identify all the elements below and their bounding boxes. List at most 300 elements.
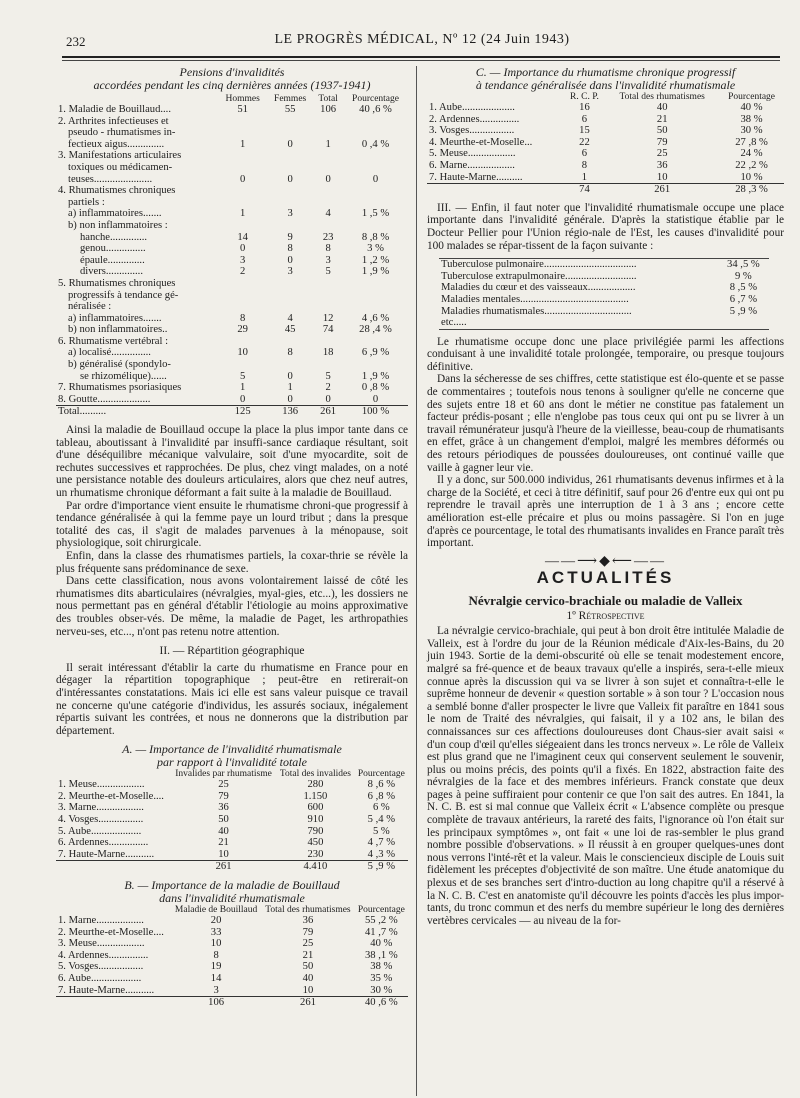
- table-cell: 2: [325, 382, 331, 394]
- row-label: hanche..............: [80, 231, 148, 243]
- paragraph: Ainsi la maladie de Bouillaud occupe la place la plus impor tante dans ce tableau, aboutissant à l'invalidité par insuffi-sance cardiaque résultant, soit d'une déséquilibre mécanique valvulaire, soit d'une myocardite, soit de rechutes successives et rapprochées. De plus, chez vingt malades, on a noté une persistance notable des douleurs articulaires, alors que chez neuf autres, un rhumatisme chronique déformant a fait suite à la maladie de Bouillaud.: [56, 424, 408, 499]
- table-cell: 10: [237, 347, 248, 359]
- table-cell: 1: [240, 138, 246, 150]
- table-row: [56, 139, 408, 151]
- table-cell: 0: [287, 393, 293, 405]
- header-rule: [62, 56, 780, 58]
- table-row: [56, 371, 408, 383]
- section-2-paragraph: Il serait intéressant d'établir la carte du rhumatisme en France pour en dégager la répartition topographique ; peut-être en retirerait-on d'intéressantes constatations. Mais ici elle est sans valeur puisque ce travail ne concerne qu'une catégorie d'individus, les assurés sociaux, inégalement répartis suivant les contrées, et nous ne donnerons que la distribution par département.: [56, 661, 408, 737]
- table-cell: 0: [240, 173, 246, 185]
- row-label: divers..............: [80, 266, 143, 278]
- table-row: [427, 172, 784, 184]
- total-cell: 261: [171, 861, 276, 873]
- table-cell: 600: [307, 802, 324, 814]
- table-cell: [343, 278, 408, 290]
- row-label: 2. Meurthe-et-Moselle....: [58, 790, 164, 802]
- cause-label: Maladies du cœur et des vaisseaux..................: [441, 282, 636, 294]
- table-row: [56, 185, 408, 197]
- table-cell: [218, 185, 267, 197]
- row-label: 5. Meuse..................: [429, 148, 516, 160]
- row-label: 2. Meurthe-et-Moselle....: [58, 926, 164, 938]
- table-cell: 10: [656, 171, 668, 183]
- table-cell: [343, 220, 408, 232]
- total-cell: 261: [261, 997, 354, 1009]
- cause-row: [439, 317, 769, 329]
- right-text-block: [427, 336, 784, 550]
- table-cell: 10: [218, 848, 229, 860]
- table-cell: [313, 150, 343, 162]
- paragraph: Dans cette classification, nous avons volontairement laissé de côté les rhumatismes dits abarticulaires (névralgies, myal-gies, etc...), les dossiers ne nous permettant pas en général d'établir l'étiologie au moins approximative des troubles obser-vés. De même, la maladie de Paget, les arthropathies nerveu-ses, etc..., n'ont pas retenu notre attention.: [56, 575, 408, 638]
- table-cell: 10 %: [740, 171, 763, 183]
- column-header: R. C. P.: [570, 92, 599, 102]
- table-cell: 40: [656, 102, 668, 113]
- table-row: [56, 243, 408, 255]
- row-label: a) localisé...............: [68, 347, 151, 359]
- table-c-title: C. — Importance du rhumatisme chronique progressif à tendance généralisée dans l'invalidité rhumatismale: [475, 65, 736, 92]
- article-title: Névralgie cervico-brachiale ou maladie de Valleix: [468, 592, 743, 608]
- table-cell: 22 ,2 %: [735, 159, 768, 171]
- table-cell: 8: [240, 312, 246, 324]
- row-label: toxiques ou médicamen-: [68, 161, 173, 173]
- table-cell: 3: [287, 266, 293, 278]
- row-label: 2. Ardennes...............: [429, 113, 520, 125]
- table-cell: 79: [302, 926, 314, 938]
- table-row: [56, 301, 408, 313]
- cause-row: [439, 306, 769, 318]
- table-cell: 0: [287, 254, 293, 266]
- table-cell: 0: [287, 370, 293, 382]
- table-cell: 1 ,9 %: [361, 266, 390, 278]
- right-column: [427, 66, 784, 927]
- row-label: a) inflammatoires.......: [68, 312, 162, 324]
- table-cell: 40: [218, 825, 229, 837]
- table-row: [56, 826, 408, 838]
- column-header: Hommes: [225, 94, 260, 104]
- table-cell: 6: [581, 113, 588, 125]
- table-cell: 8: [581, 159, 588, 171]
- page-number: 232: [66, 34, 86, 49]
- table-cell: 40 ,6 %: [359, 104, 392, 115]
- table-cell: 6 ,9 %: [361, 347, 390, 359]
- table-cell: 1: [240, 208, 246, 220]
- table-cell: 0 ,8 %: [361, 382, 390, 394]
- table-row: [56, 985, 408, 997]
- cause-label: Maladies mentales.........................................: [441, 293, 629, 305]
- row-label: 7. Haute-Marne...........: [58, 848, 155, 860]
- journal-title: LE PROGRÈS MÉDICAL, Nº 12 (24 Juin 1943): [274, 32, 570, 47]
- row-label: progressifs à tendance gé-: [68, 289, 179, 301]
- table-row: [427, 137, 784, 149]
- total-label: [56, 861, 171, 873]
- column-divider: [416, 66, 417, 1096]
- table-cell: [218, 220, 267, 232]
- row-label: 2. Arthrites infectieuses et: [58, 115, 169, 127]
- table-cell: 0: [240, 243, 246, 255]
- section-2-heading: II. — Répartition géographique: [159, 645, 305, 658]
- table-cell: [343, 127, 408, 139]
- table-row: [56, 837, 408, 849]
- table-row: [56, 232, 408, 244]
- table-cell: 6 ,8 %: [367, 790, 396, 802]
- table-cell: [218, 116, 267, 128]
- row-label: 6. Rhumatisme vertébral :: [58, 335, 169, 347]
- total-cell: 125: [218, 406, 267, 418]
- table-cell: 79: [656, 136, 668, 148]
- row-label: 1. Maladie de Bouillaud....: [58, 104, 171, 115]
- table-cell: [343, 301, 408, 313]
- table-cell: 40 %: [370, 938, 393, 950]
- row-label: 6. Marne..................: [429, 159, 515, 171]
- table-cell: 4 ,7 %: [367, 837, 396, 849]
- table-cell: 0: [372, 393, 379, 405]
- table-cell: 8 ,8 %: [361, 231, 390, 243]
- table-row: [56, 336, 408, 348]
- table-cell: 0: [325, 393, 331, 405]
- total-label: Total..........: [56, 406, 218, 418]
- table-cell: [343, 116, 408, 128]
- row-label: 5. Rhumatismes chroniques: [58, 277, 176, 289]
- table-cell: [343, 162, 408, 174]
- table-cell: [267, 278, 313, 290]
- article-paragraph: La névralgie cervico-brachiale, qui peut à bon droit être intitulée Maladie de Valleix, est à l'ordre du jour de la Réunion médicale d'Aix-les-Bains, du 20 juin 1943. Sortie de la demi-obscurité où elle se tenait modestement encore, malgré sa fré-quence et de beaux travaux qu'elle a inspirés, sera-t-elle mieux connue après la discussion qui va se livrer à son sujet et connaîtra-t-elle le suprême honneur de devenir « question sortable » à son tour ? L'occasion nous a semblé bonne d'aller prospecter le livre que Valleix fit paraître en 1841 sous le nom de Traité des névralgies, qui faisait, il y a 102 ans, le bilan des connaissances sur ces affections douloureuses dont Chaus-sier avait saisi « d'un coup d'œil qu'elles siégeaient dans les troncs nerveux ». Le rôle de Valleix est plus grand que ne l'imaginent ceux qui conservent seulement le souvenir, plus ou moins précis, des points qu'il a fixés. En 1822, abstraction faite des névralgies de la face et des membres inférieurs. Franck constate que deux pages à peine suffiraient pour contenir ce que l'on sait des autres. En 1841, la N. C. B. est si mal connue que Valleix écrit « L'absence complète ou presque complète de travaux antérieurs, la rareté des faits, l'ignorance où l'on était sur les principaux symptômes », ont fait « une loi de ras-sembler le plus grand nombre possible d'observations. » Il réussit à en grouper quelques-unes dont nous verrons l'inté-rêt et la valeur. Mais le consciencieux disciple de Louis suit fidèlement les préceptes d'objectivité de son maître. Une étude anatomique du plexus et de ses branches sert d'intro-duction au long chapitre qu'il a réservé à la N. C. B. C'est en anatomiste qu'il découvre les points d'accès les plus impor-tants, du tronc commun et des nerfs du membre supérieur le long des dernières vertèbres cervicales — au niveau de la for-: [427, 625, 784, 927]
- table-row: [56, 324, 408, 336]
- column-header: [427, 92, 564, 102]
- table-cell: [343, 336, 408, 348]
- row-label: 4. Vosges.................: [58, 814, 144, 826]
- table-cell: [218, 278, 267, 290]
- row-label: 3. Marne..................: [58, 802, 144, 814]
- table-cell: 36: [656, 159, 668, 171]
- table-cell: 3: [213, 984, 219, 996]
- pensions-table: [56, 94, 408, 418]
- table-cell: 25: [302, 938, 314, 950]
- cause-value: 9 %: [734, 270, 752, 282]
- column-header: Pourcentage: [357, 769, 405, 780]
- row-label: b) non inflammatoires :: [68, 219, 168, 231]
- table-b: [56, 905, 408, 1009]
- table-cell: [267, 197, 313, 209]
- table-cell: [218, 162, 267, 174]
- table-cell: 2: [240, 266, 246, 278]
- table-cell: 33: [210, 926, 222, 938]
- total-row: [427, 184, 784, 196]
- cause-value: 5 ,9 %: [729, 305, 758, 317]
- column-header: Total des invalides: [279, 769, 351, 780]
- row-label: se rhizomélique)......: [80, 370, 167, 382]
- table-row: [427, 125, 784, 137]
- table-cell: [343, 359, 408, 371]
- table-row: [56, 927, 408, 939]
- row-label: 5. Aube...................: [58, 825, 142, 837]
- table-cell: 0: [372, 173, 379, 185]
- table-cell: [313, 185, 343, 197]
- row-label: partiels :: [68, 196, 105, 208]
- cause-row: [439, 271, 769, 283]
- row-label: teuses......................: [68, 173, 153, 185]
- row-label: 1. Meuse..................: [58, 779, 145, 791]
- table-cell: 27 ,8 %: [735, 136, 768, 148]
- table-c: [427, 92, 784, 196]
- paragraph: Le rhumatisme occupe donc une place privilégiée parmi les affections conduisant à une invalidité totale prolongée, temporaire, ou presque toujours définitive.: [427, 335, 784, 373]
- total-row: [56, 997, 408, 1009]
- total-cell: 100 %: [343, 406, 408, 418]
- table-cell: 0: [287, 173, 293, 185]
- table-cell: 79: [218, 790, 229, 802]
- table-row: [56, 266, 408, 278]
- row-label: b) généralisé (spondylo-: [68, 359, 171, 371]
- table-cell: 50: [302, 961, 314, 973]
- row-label: 1. Aube....................: [429, 102, 515, 113]
- page-header: [66, 32, 778, 54]
- row-label: fectieux aigus..............: [68, 138, 165, 150]
- column-header: [56, 94, 218, 104]
- table-row: [56, 290, 408, 302]
- total-cell: 74: [564, 184, 606, 196]
- table-cell: [218, 336, 267, 348]
- table-cell: 24 %: [740, 148, 763, 160]
- table-row: [56, 150, 408, 162]
- table-cell: 36: [218, 802, 229, 814]
- row-label: 4. Rhumatismes chroniques: [58, 185, 176, 197]
- column-header: [56, 769, 171, 779]
- causes-table: [439, 258, 769, 330]
- table-cell: [313, 127, 343, 139]
- table-cell: 5 %: [372, 825, 390, 837]
- total-row: [56, 406, 408, 418]
- table-cell: [267, 150, 313, 162]
- cause-value: 6 ,7 %: [729, 293, 758, 305]
- cause-row: [439, 282, 769, 294]
- row-label: 4. Ardennes...............: [58, 949, 149, 961]
- row-label: b) non inflammatoires..: [68, 324, 168, 336]
- table-header-row: [427, 92, 784, 102]
- table-row: [56, 220, 408, 232]
- table-cell: 25: [656, 148, 668, 160]
- column-header: Invalides par rhumatisme: [175, 769, 272, 780]
- table-row: [56, 359, 408, 371]
- table-cell: 1 ,2 %: [361, 254, 390, 266]
- table-cell: 4 ,3 %: [367, 848, 396, 860]
- total-cell: 136: [267, 406, 313, 418]
- table-cell: 51: [237, 104, 248, 115]
- table-header-row: [56, 769, 408, 779]
- table-cell: [343, 150, 408, 162]
- table-row: [427, 102, 784, 114]
- table-cell: 790: [307, 825, 324, 837]
- cause-value: 8 ,5 %: [729, 282, 758, 294]
- table-row: [56, 174, 408, 186]
- row-label: a) inflammatoires.......: [68, 208, 162, 220]
- table-row: [56, 162, 408, 174]
- table-cell: 3: [287, 208, 293, 220]
- table-cell: 35 %: [370, 973, 393, 984]
- table-cell: [267, 162, 313, 174]
- cause-value: 34 ,5 %: [727, 259, 760, 271]
- table-header-row: [56, 94, 408, 104]
- table-row: [56, 394, 408, 406]
- table-row: [56, 382, 408, 394]
- row-label: genou...............: [80, 243, 146, 255]
- table-cell: 23: [322, 231, 334, 243]
- cause-value: [718, 317, 769, 329]
- table-row: [56, 278, 408, 290]
- table-row: [427, 160, 784, 172]
- total-cell: 261: [605, 184, 719, 196]
- table-row: [427, 148, 784, 160]
- total-cell: 40 ,6 %: [355, 997, 408, 1009]
- table-cell: 55: [284, 104, 296, 115]
- total-row: [56, 861, 408, 873]
- table-cell: 50: [218, 814, 229, 826]
- table-cell: [218, 197, 267, 209]
- row-label: 5. Vosges.................: [58, 961, 144, 973]
- table-cell: 8: [213, 949, 219, 961]
- row-label: pseudo - rhumatismes in-: [68, 127, 176, 139]
- table-cell: 5: [240, 370, 246, 382]
- cause-label: Tuberculose extrapulmonaire...........................: [441, 270, 637, 282]
- table-cell: [313, 197, 343, 209]
- table-row: [56, 961, 408, 973]
- table-cell: 21: [302, 949, 314, 961]
- table-cell: 5: [325, 370, 331, 382]
- table-cell: 10: [210, 938, 222, 950]
- row-label: 8. Goutte....................: [58, 393, 151, 405]
- table-cell: 8 ,6 %: [367, 779, 396, 791]
- total-cell: 106: [171, 997, 261, 1009]
- row-label: 3. Manifestations articulaires: [58, 150, 182, 162]
- table-cell: [267, 185, 313, 197]
- table-cell: [313, 220, 343, 232]
- table-cell: 106: [320, 104, 337, 115]
- table-cell: 1: [287, 382, 293, 394]
- table-cell: 5: [325, 266, 331, 278]
- row-label: 3. Meuse..................: [58, 938, 145, 950]
- table-cell: [343, 290, 408, 302]
- table-cell: [218, 359, 267, 371]
- table-cell: 15: [579, 125, 590, 137]
- table-cell: [313, 278, 343, 290]
- table-cell: 4: [325, 208, 331, 220]
- row-label: 7. Haute-Marne..........: [429, 171, 523, 183]
- table-cell: 55 ,2 %: [365, 915, 398, 927]
- table-cell: 40: [302, 973, 314, 984]
- table-cell: 450: [307, 837, 324, 849]
- table-cell: [343, 197, 408, 209]
- table-cell: 3: [325, 254, 331, 266]
- table-cell: 21: [656, 113, 668, 125]
- cause-label: etc.....: [441, 317, 467, 329]
- header-rule-thin: [62, 60, 780, 61]
- row-label: 7. Haute-Marne...........: [58, 984, 155, 996]
- table-cell: 38 %: [740, 113, 763, 125]
- table-cell: [313, 290, 343, 302]
- left-column: [56, 66, 408, 1009]
- table-cell: 22: [579, 136, 590, 148]
- table-cell: 3: [240, 254, 246, 266]
- table-cell: [267, 290, 313, 302]
- table-cell: [218, 127, 267, 139]
- table-cell: 6: [581, 148, 588, 160]
- table-cell: 30 %: [370, 984, 393, 996]
- table-row: [56, 127, 408, 139]
- column-header: Femmes: [274, 94, 307, 104]
- table-cell: 0: [325, 173, 331, 185]
- table-cell: 38 ,1 %: [365, 949, 398, 961]
- actualites-heading: ACTUALITÉS: [536, 568, 675, 588]
- total-cell: 5 ,9 %: [355, 861, 408, 873]
- table-cell: 8: [325, 243, 331, 255]
- paragraph: Enfin, dans la classe des rhumatismes partiels, la coxar-thrie se révèle la plus fréquente sans prédominance de sexe.: [56, 549, 408, 575]
- table-cell: 6 %: [372, 802, 390, 814]
- cause-label: Maladies rhumatismales.................................: [441, 305, 632, 317]
- table-cell: [267, 220, 313, 232]
- table-cell: [267, 336, 313, 348]
- article-subheading: 1º Rétrospective: [566, 609, 645, 622]
- column-header: Pourcentage: [352, 94, 399, 104]
- table-row: [427, 114, 784, 126]
- table-cell: [267, 359, 313, 371]
- table-row: [56, 791, 408, 803]
- row-label: épaule..............: [80, 254, 145, 266]
- row-label: néralisée :: [68, 301, 112, 313]
- table-cell: 0: [240, 393, 246, 405]
- table-row: [56, 116, 408, 128]
- table-cell: [313, 116, 343, 128]
- table-cell: 45: [284, 324, 296, 336]
- cause-row: [439, 294, 769, 306]
- table-cell: 41 ,7 %: [365, 926, 398, 938]
- table-cell: 1 ,9 %: [361, 370, 390, 382]
- pensions-table-title: Pensions d'invalidités accordées pendant les cinq dernières années (1937-1941): [56, 66, 408, 92]
- column-header: Total: [318, 94, 338, 104]
- table-row: [56, 197, 408, 209]
- table-cell: 1 ,5 %: [361, 208, 390, 220]
- table-row: [56, 814, 408, 826]
- table-cell: 14: [210, 973, 222, 984]
- table-row: [56, 950, 408, 962]
- table-cell: 29: [237, 324, 248, 336]
- table-cell: [313, 336, 343, 348]
- table-cell: [267, 116, 313, 128]
- table-b-title: B. — Importance de la maladie de Bouillaud dans l'invalidité rhumatismale: [124, 878, 340, 906]
- table-row: [56, 849, 408, 861]
- table-cell: 230: [307, 848, 324, 860]
- column-header: Pourcentage: [357, 905, 405, 916]
- table-cell: 1.150: [303, 790, 328, 802]
- table-cell: 0 ,4 %: [361, 138, 390, 150]
- row-label: 3. Vosges.................: [429, 125, 515, 137]
- paragraph: Dans la sécheresse de ses chiffres, cette statistique est élo-quente et se passe de commentaires ; toutefois nous tenons à souligner qu'elle ne concerne que des sujets entre 18 et 60 ans dont le métier ne constitue pas fatalement un facteur prédis-posant ; elle n'englobe pas tous ceux qui ont pu se livrer à un travail rémunérateur jusqu'à l'heure de la vieillesse, beau-coup de rhumatisants en effet, grâce à un changement d'emploi, malgré les membres déformés ou des retours périodiques de poussées douloureuses, ont continué vaille que vaille à gagner leur vie.: [427, 373, 784, 474]
- paragraph: Par ordre d'importance vient ensuite le rhumatisme chroni-que progressif à tendance généralisée à qui la femme paye un lourd tribut ; dans la presque totalité des cas, il s'agit de malades parvenues à la ménopause, soit physiologique, soit chirurgicale.: [56, 499, 408, 550]
- table-row: [56, 779, 408, 791]
- table-cell: [218, 301, 267, 313]
- table-cell: 4: [287, 312, 293, 324]
- row-label: 6. Ardennes...............: [58, 837, 149, 849]
- left-text-block: [56, 424, 408, 638]
- pensions-table-subtitle: accordées pendant les cinq dernières années (1937-1941): [93, 78, 371, 92]
- table-row: [56, 938, 408, 950]
- section-3-paragraph: III. — Enfin, il faut noter que l'invalidité rhumatismale occupe une place importante dans l'invalidité générale. D'après la statistique établie par le Docteur Pellier pour l'Union régio-nale de l'Est, les causes d'invalidité pour 100 malades se répar-tissent de la façon suivante :: [427, 201, 784, 252]
- total-label: [427, 184, 564, 196]
- table-cell: 8: [287, 243, 293, 255]
- table-cell: 18: [322, 347, 334, 359]
- table-a-title: A. — Importance de l'invalidité rhumatismale par rapport à l'invalidité totale: [122, 742, 342, 770]
- table-row: [56, 973, 408, 985]
- cause-row: [439, 259, 769, 271]
- table-a: [56, 769, 408, 873]
- table-cell: [313, 359, 343, 371]
- table-row: [56, 255, 408, 267]
